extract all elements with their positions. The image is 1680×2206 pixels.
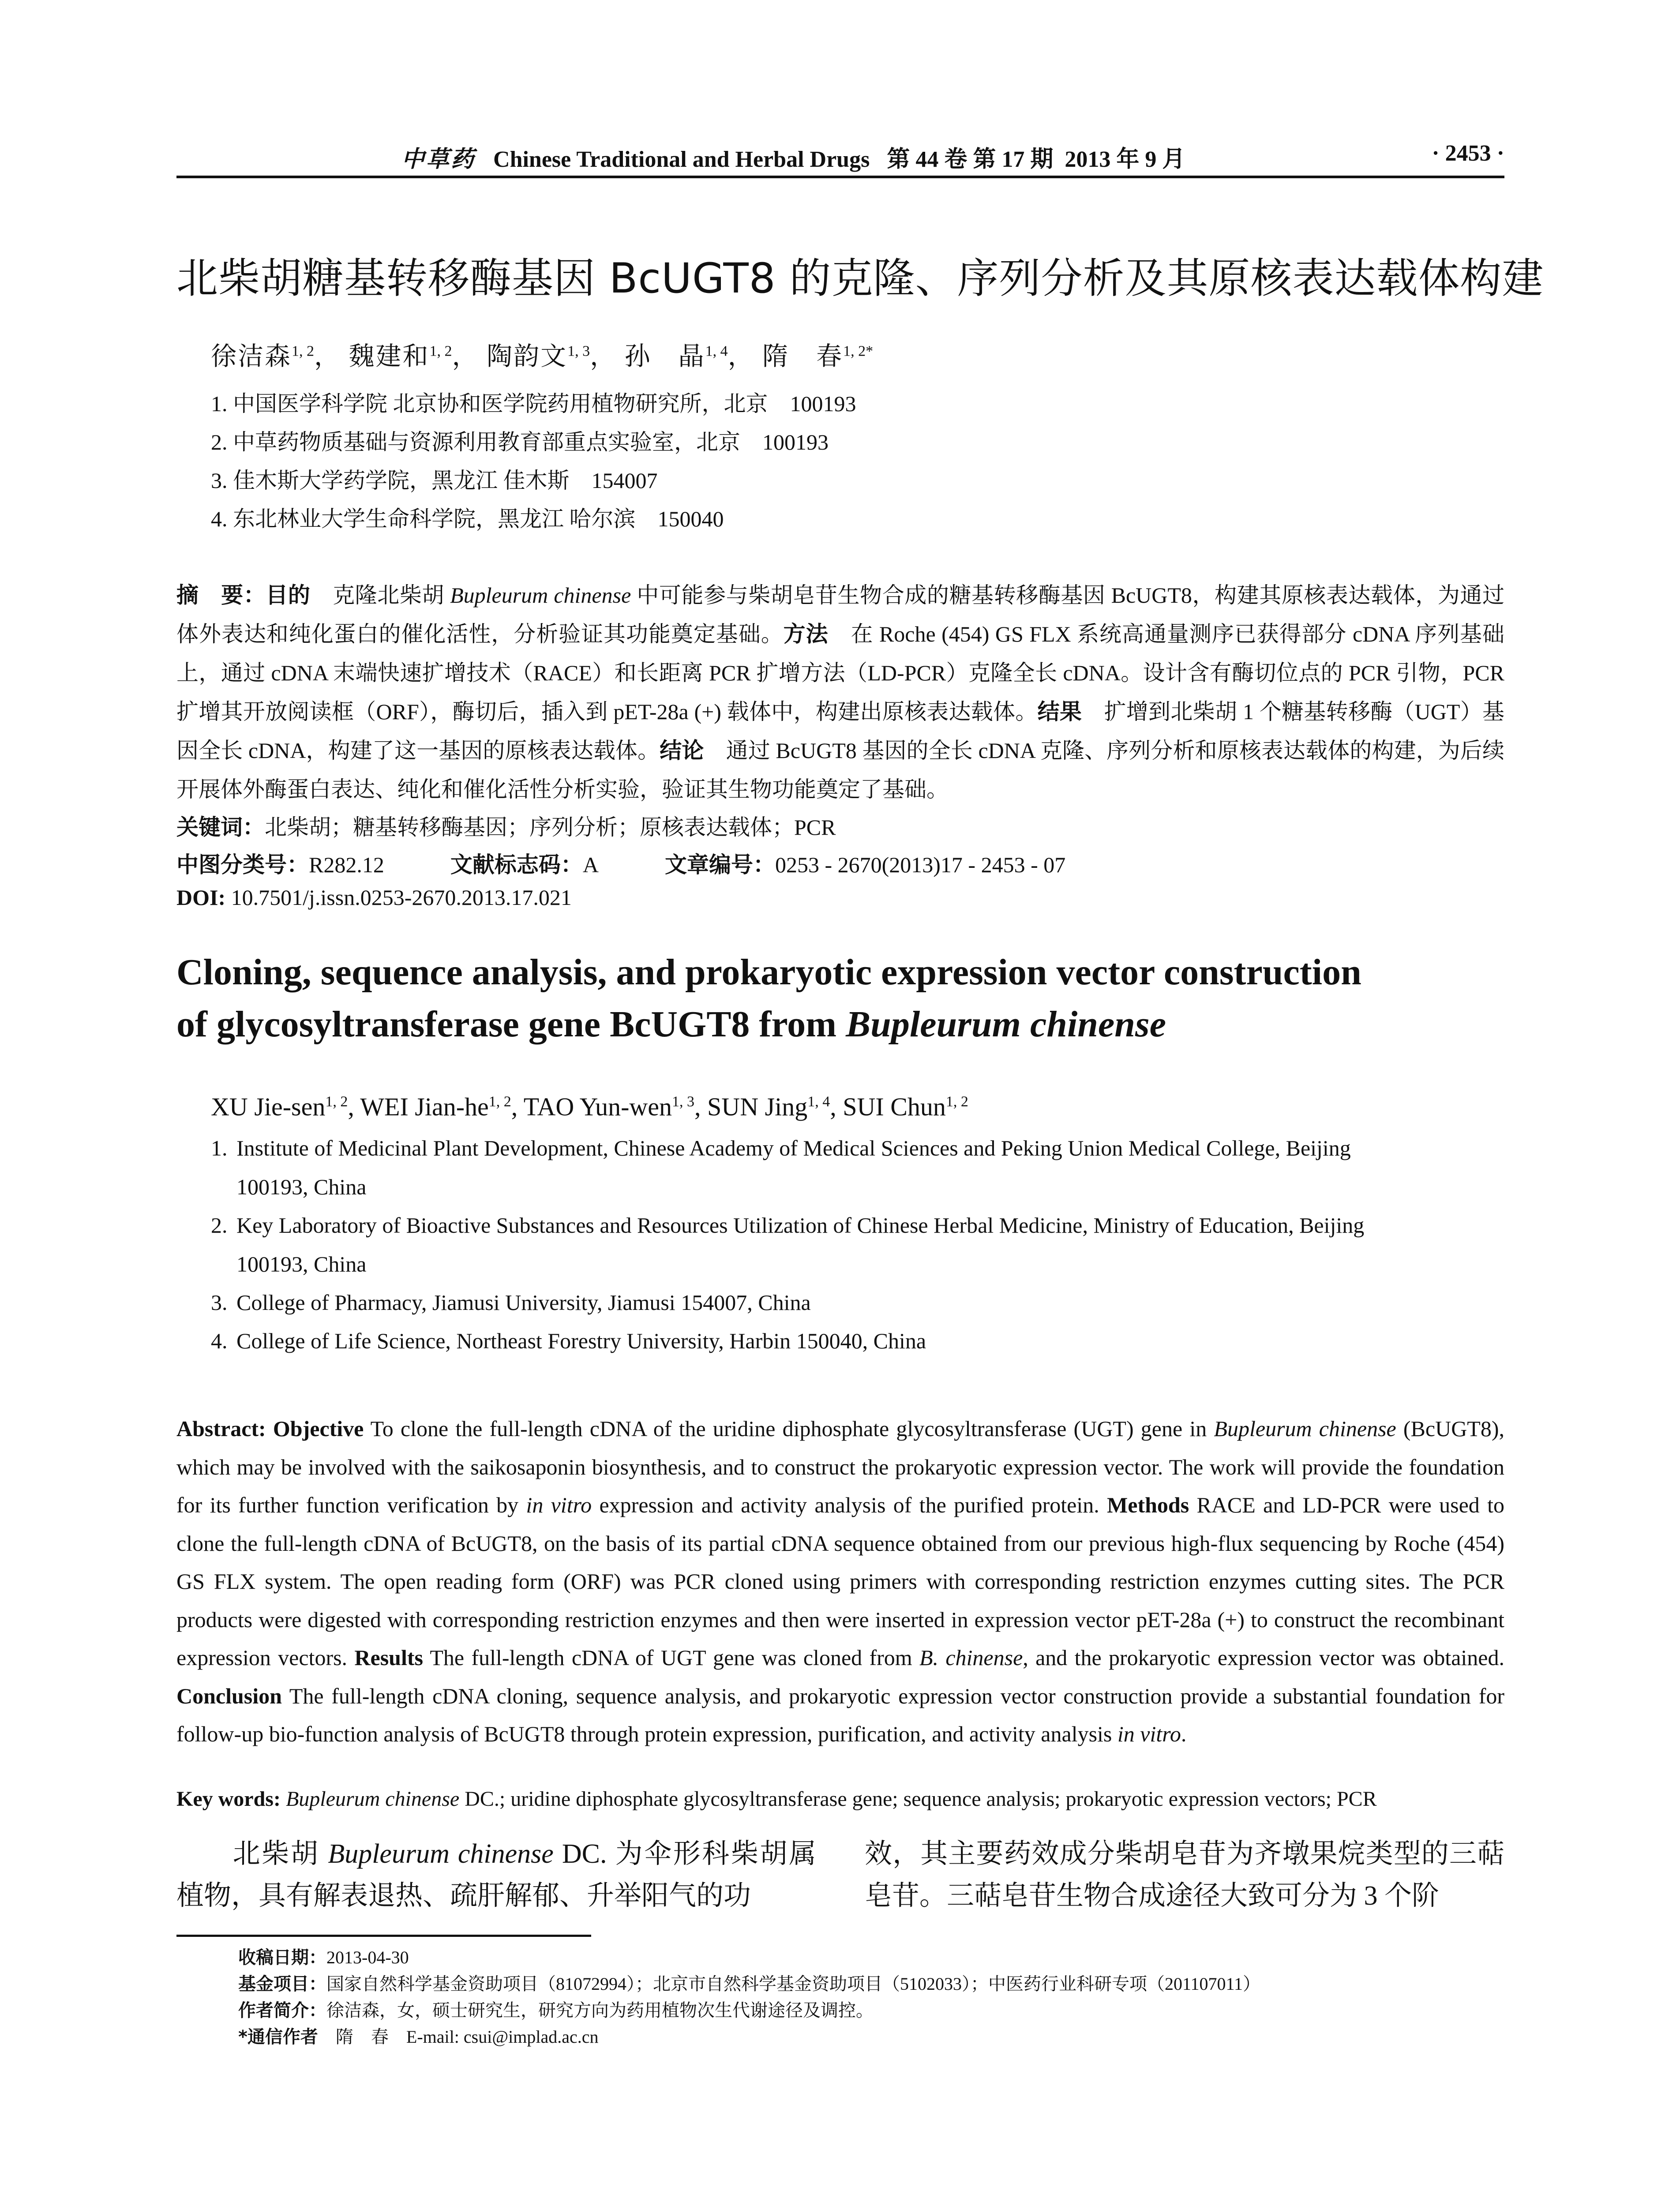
methods-text: 在 Roche (454) GS FLX 系统高通量测序已获得部分 cDNA 序列基础上，通过 cDNA 末端快速扩增技术（RACE）和长距离 PCR 扩增方法（LD-PCR）克隆全长 cDNA。设计含有酶切位点的 PCR 引物，PCR 扩增其开放阅读框（ORF），酶切后，插入到 pET-28a (+) 载体中，构建出原核表达载体。 [176,622,1505,724]
methods-text: RACE and LD-PCR were used to clone the full-length cDNA of BcUGT8, on the basis of its partial cDNA sequence obtained from our previous high-flux sequencing by Roche (454) GS FLX system. The open reading form (ORF) was PCR cloned using primers with corresponding restriction enzymes cutting sites. The PCR products were digested with corresponding restriction enzymes and then were inserted in expression vector pET-28a (+) to construct the recombinant expression vectors. [176,1493,1504,1670]
footnote-text: 2013-04-30 [326,1947,409,1967]
authors-english: XU Jie-sen$^{1, 2}$, WEI Jian-he$^{1, 2}$, TAO Yun-wen$^{1, 3}$, SUN Jing$^{1, 4}$, SUI Chun$^{1, 2}$ [211,1092,968,1121]
footnote-label: 作者简介： [238,2000,326,2021]
affiliation-en-4 [211,1321,1504,1360]
author-affiliation-marker: 1, 2* [843,343,874,360]
author-name: 孙 晶 [624,342,705,371]
abstract-label: Abstract: [176,1416,266,1441]
author-affiliation-marker: 1, 2 [429,343,452,360]
species-name: Bupleurum chinense [285,1787,460,1811]
methods-label: 方法 [783,621,829,647]
keywords-value: DC.; uridine diphosphate glycosyltransferase gene; sequence analysis; prokaryotic expression vectors; PCR [459,1787,1377,1811]
footnote-fund [238,1970,1504,1995]
body-text: 北柴胡 [231,1839,328,1869]
affiliation-en-1 [211,1129,1504,1206]
conclusion-label: 结论 [660,738,704,763]
affiliation-cn-1: 1. 中国医学科学院 北京协和医学院药用植物研究所，北京 100193 [211,391,856,416]
title-english-line1: Cloning, sequence analysis, and prokaryotic expression vector construction [176,952,1361,993]
keywords-label: 关键词： [176,814,265,840]
footnote-received [238,1943,1504,1969]
footnote-label: 收稿日期： [238,1947,326,1968]
species-name: Bupleurum chinense [328,1839,554,1869]
results-label: 结果 [1037,699,1082,724]
affiliation-en-3 [211,1283,1504,1322]
affiliation-cn-4: 4. 东北林业大学生命科学院，黑龙江 哈尔滨 150040 [211,506,724,531]
title-chinese: 北柴胡糖基转移酶基因 BcUGT8 的克隆、序列分析及其原核表达载体构建 [176,255,1544,303]
conclusion-label: Conclusion [176,1683,282,1708]
article-number-value: 0253 - 2670(2013)17 - 2453 - 07 [775,852,1066,877]
author-name: SUI Chun [843,1092,946,1121]
body-text: DC. 为伞形科柴胡属植物，具有解表退热、疏肝解郁、升举阳气的功 [176,1839,816,1911]
objective-text: 中可能参与柴胡皂苷生物合成的糖基转移酶基因 BcUGT8，构建其原核表达载体，为通过体外表达和纯化蛋白的催化活性，分析验证其功能奠定基础。 [176,583,1505,646]
clc-label: 中图分类号： [176,852,309,878]
objective-label: 目的 [266,582,311,608]
abstract-chinese [176,576,1504,809]
classification-line [176,847,1504,879]
affiliation-cn-2: 2. 中草药物质基础与资源利用教育部重点实验室，北京 100193 [211,430,829,454]
author-affiliation-marker: 1, 3 [672,1093,695,1110]
body-column-right: 效，其主要药效成分柴胡皂苷为齐墩果烷类型的三萜皂苷。三萜皂苷生物合成途径大致可分为 3 个阶 [865,1839,1504,1911]
body-column-left [176,1833,816,1917]
affiliation-text: 100193, China [236,1174,367,1199]
title-english-text: of glycosyltransferase gene BcUGT8 from [176,1004,846,1045]
affiliation-number: 1. [211,1136,228,1160]
doi-line [176,885,1504,910]
footnote-text: 徐洁森，女，硕士研究生，研究方向为药用植物次生代谢途径及调控。 [326,2000,874,2020]
abstract-label: 摘 要： [176,582,266,608]
results-label: Results [354,1645,423,1670]
author-name: 隋 春 [762,342,844,371]
footnote-author-bio [238,1996,1504,2022]
affiliation-text: Institute of Medicinal Plant Development, Chinese Academy of Medical Sciences and Peking Union Medical College, Beijing [236,1136,1351,1160]
authors-chinese: 徐洁森$^{1, 2}$， 魏建和$^{1, 2}$， 陶韵文$^{1, 3}$， 孙 晶$^{1, 4}$， 隋 春$^{1, 2*}$ [211,342,874,371]
conclusion-text: 通过 BcUGT8 基因的全长 cDNA 克隆、序列分析和原核表达载体的构建，为后续开展体外酶蛋白表达、纯化和催化活性分析实验，验证其生物功能奠定了基础。 [176,738,1504,802]
title-english-line2 [176,998,1504,1050]
author-affiliation-marker: 1, 2 [488,1093,511,1110]
affiliation-en-2 [211,1206,1504,1283]
affiliation-number: 4. [211,1328,228,1353]
species-name: Bupleurum chinense [1214,1416,1396,1441]
conclusion-text: The full-length cDNA cloning, sequence analysis, and prokaryotic expression vector construction provide a substantial foundation for follow-up bio-function analysis of BcUGT8 through protein expression, purification, and activity analysis [176,1683,1504,1746]
affiliation-number: 2. [211,1213,228,1238]
footnote-divider [176,1935,591,1937]
author-name: SUN Jing [707,1092,808,1121]
affiliation-cn-3: 3. 佳木斯大学药学院，黑龙江 佳木斯 154007 [211,468,658,493]
species-name: Bupleurum chinense [450,583,631,608]
author-name: 魏建和 [349,342,430,371]
author-affiliation-marker: 1, 3 [567,343,590,360]
species-name: Bupleurum chinense [846,1004,1166,1045]
journal-info-text: Chinese Traditional and Herbal Drugs 第 44 卷 第 17 期 2013 年 9 月 [493,147,1185,172]
author-name: WEI Jian-he [360,1092,489,1121]
footnote-label: *通信作者 [238,2027,318,2047]
affiliation-text: 100193, China [236,1252,367,1276]
methods-label: Methods [1107,1493,1189,1517]
journal-logo: 中草药 [401,147,476,172]
doc-code-value: A [582,852,599,877]
author-name: TAO Yun-wen [523,1092,672,1121]
author-name: XU Jie-sen [211,1092,326,1121]
journal-info [401,140,1185,173]
keywords-chinese [176,810,1504,841]
author-affiliation-marker: 1, 2 [945,1093,968,1110]
affiliation-text: College of Life Science, Northeast Forestry University, Harbin 150040, China [236,1328,926,1353]
doi-value: 10.7501/j.issn.0253-2670.2013.17.021 [231,885,572,910]
keywords-english [176,1787,1504,1811]
footnote-text: 国家自然科学基金资助项目（81072994）；北京市自然科学基金资助项目（5102033）；中医药行业科研专项（201107011） [326,1974,1261,1994]
conclusion-text: . [1181,1722,1187,1746]
results-text: , and the prokaryotic expression vector was obtained. [1023,1645,1504,1670]
footnote-text: 隋 春 E-mail: csui@implad.ac.cn [318,2027,599,2047]
abstract-english [176,1410,1504,1753]
author-name: 陶韵文 [487,342,568,371]
keywords-label: Key words: [176,1787,281,1811]
objective-text: 克隆北柴胡 [310,583,450,608]
objective-label: Objective [273,1416,364,1441]
footnote-corresponding [238,2023,1504,2048]
footnote-label: 基金项目： [238,1974,326,1994]
doc-code-label: 文献标志码： [450,852,583,878]
objective-text: (BcUGT8), which may be involved with the saikosaponin biosynthesis, and to construct the prokaryotic expression vector. The work will provide the foundation for its further function verification by [176,1416,1504,1517]
affiliation-text: College of Pharmacy, Jiamusi University, Jiamusi 154007, China [236,1290,811,1315]
article-number-label: 文章编号： [664,852,775,878]
author-name: 徐洁森 [211,342,292,371]
author-affiliation-marker: 1, 2 [292,343,315,360]
affiliation-number: 3. [211,1290,228,1315]
results-text: 扩增到北柴胡 1 个糖基转移酶（UGT）基因全长 cDNA，构建了这一基因的原核表达载体。 [176,699,1504,763]
author-affiliation-marker: 1, 4 [705,343,728,360]
objective-text: expression and activity analysis of the purified protein. [592,1493,1099,1517]
page-number: · 2453 · [1432,141,1504,166]
in-vitro-term: in vitro [526,1493,592,1517]
objective-text: To clone the full-length cDNA of the uridine diphosphate glycosyltransferase (UGT) gene in [364,1416,1214,1441]
affiliation-text: Key Laboratory of Bioactive Substances and Resources Utilization of Chinese Herbal Medicine, Ministry of Education, Beijing [236,1213,1365,1238]
species-name: B. chinense [919,1645,1023,1670]
title-english [176,946,1504,1050]
doi-label: DOI: [176,885,226,910]
clc-value: R282.12 [309,852,384,877]
running-header [176,140,1504,178]
author-affiliation-marker: 1, 4 [807,1093,830,1110]
author-affiliation-marker: 1, 2 [325,1093,348,1110]
in-vitro-term: in vitro [1117,1722,1181,1746]
keywords-value: 北柴胡；糖基转移酶基因；序列分析；原核表达载体；PCR [265,815,836,840]
results-text: The full-length cDNA of UGT gene was cloned from [423,1645,919,1670]
